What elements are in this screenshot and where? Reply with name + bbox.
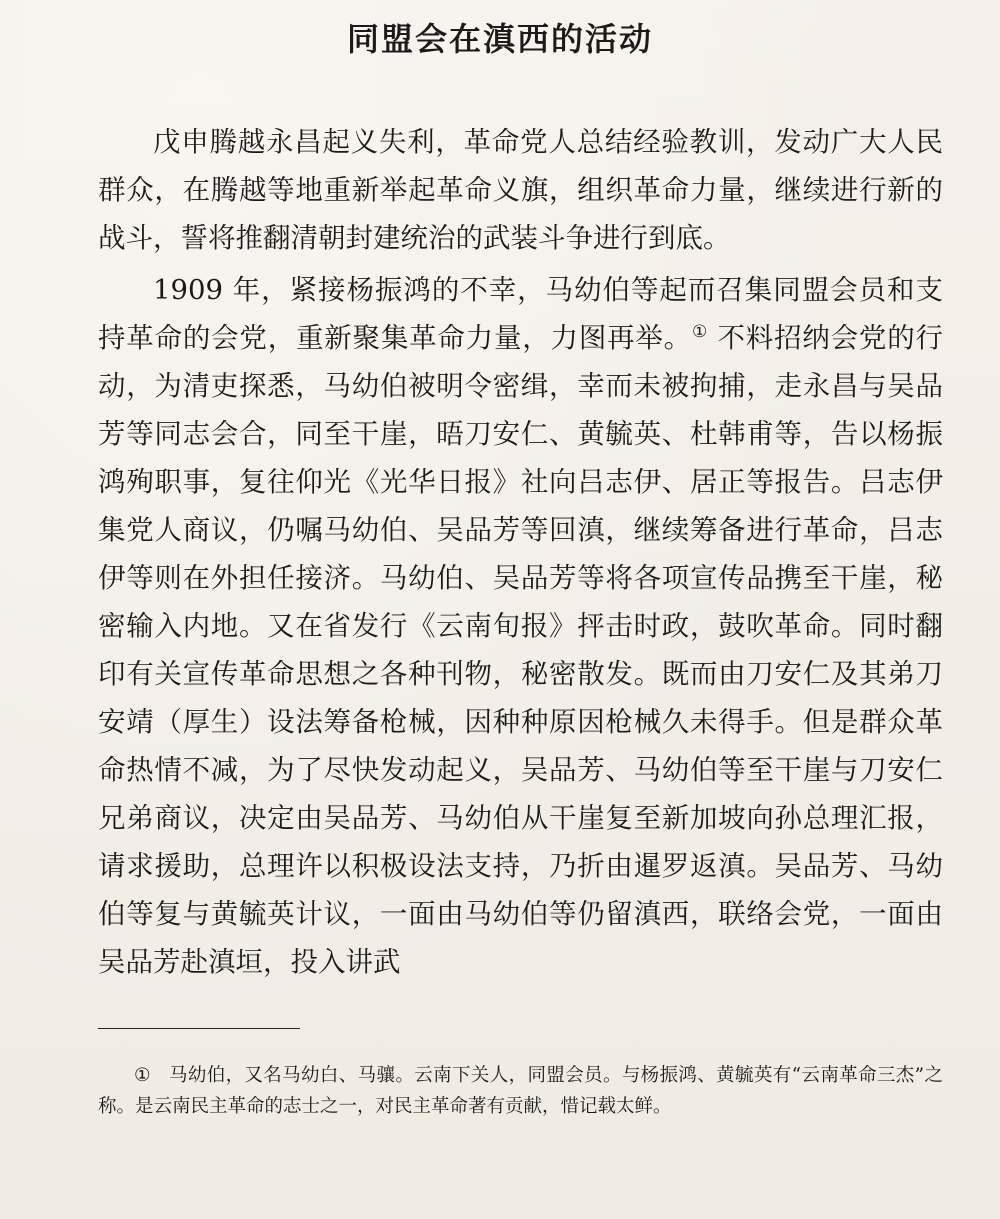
footnote-reference[interactable]: ① [691,321,708,342]
footnote-divider [98,1028,300,1029]
paragraph-2 [98,266,943,986]
footnote-marker: ① [134,1065,151,1086]
paragraph-1 [98,118,943,262]
footnote-text: 马幼伯，又名马幼白、马骧。云南下关人，同盟会员。与杨振鸿、黄毓英有“云南革命三杰”之称。是云南民主革命的志士之一，对民主革命著有贡献，惜记载太鲜。 [98,1065,943,1117]
paragraph-2-continuation: 不料招纳会党的行动，为清吏探悉，马幼伯被明令密缉，幸而未被拘捕，走永昌与吴品芳等同志会合，同至干崖，晤刀安仁、黄毓英、杜韩甫等，告以杨振鸿殉职事，复往仰光《光华日报》社向吕志伊、居正等报告。吕志伊集党人商议，仍嘱马幼伯、吴品芳等回滇，继续筹备进行革命，吕志伊等则在外担任接济。马幼伯、吴品芳等将各项宣传品携至干崖，秘密输入内地。又在省发行《云南旬报》抨击时政，鼓吹革命。同时翻印有关宣传革命思想之各种刊物，秘密散发。既而由刀安仁及其弟刀安靖（厚生）设法筹备枪械，因种种原因枪械久未得手。但是群众革命热情不减，为了尽快发动起义，吴品芳、马幼伯等至干崖与刀安仁兄弟商议，决定由吴品芳、马幼伯从干崖复至新加坡向孙总理汇报，请求援助，总理许以积极设法支持，乃折由暹罗返滇。吴品芳、马幼伯等复与黄毓英计议，一面由马幼伯等仍留滇西，联络会党，一面由吴品芳赴滇垣，投入讲武 [98,322,943,978]
main-text [98,118,943,990]
paragraph-2-text: 1909 年，紧接杨振鸿的不幸，马幼伯等起而召集同盟会员和支持革命的会党，重新聚集革命力量，力图再举。 [98,274,943,354]
page-title: 同盟会在滇西的活动 [346,20,653,58]
paragraph-1-text: 戊申腾越永昌起义失利，革命党人总结经验教训，发动广大人民群众，在腾越等地重新举起革命义旗，组织革命力量，继续进行新的战斗，誓将推翻清朝封建统治的武装斗争进行到底。 [98,126,943,254]
footnote [98,1060,943,1122]
